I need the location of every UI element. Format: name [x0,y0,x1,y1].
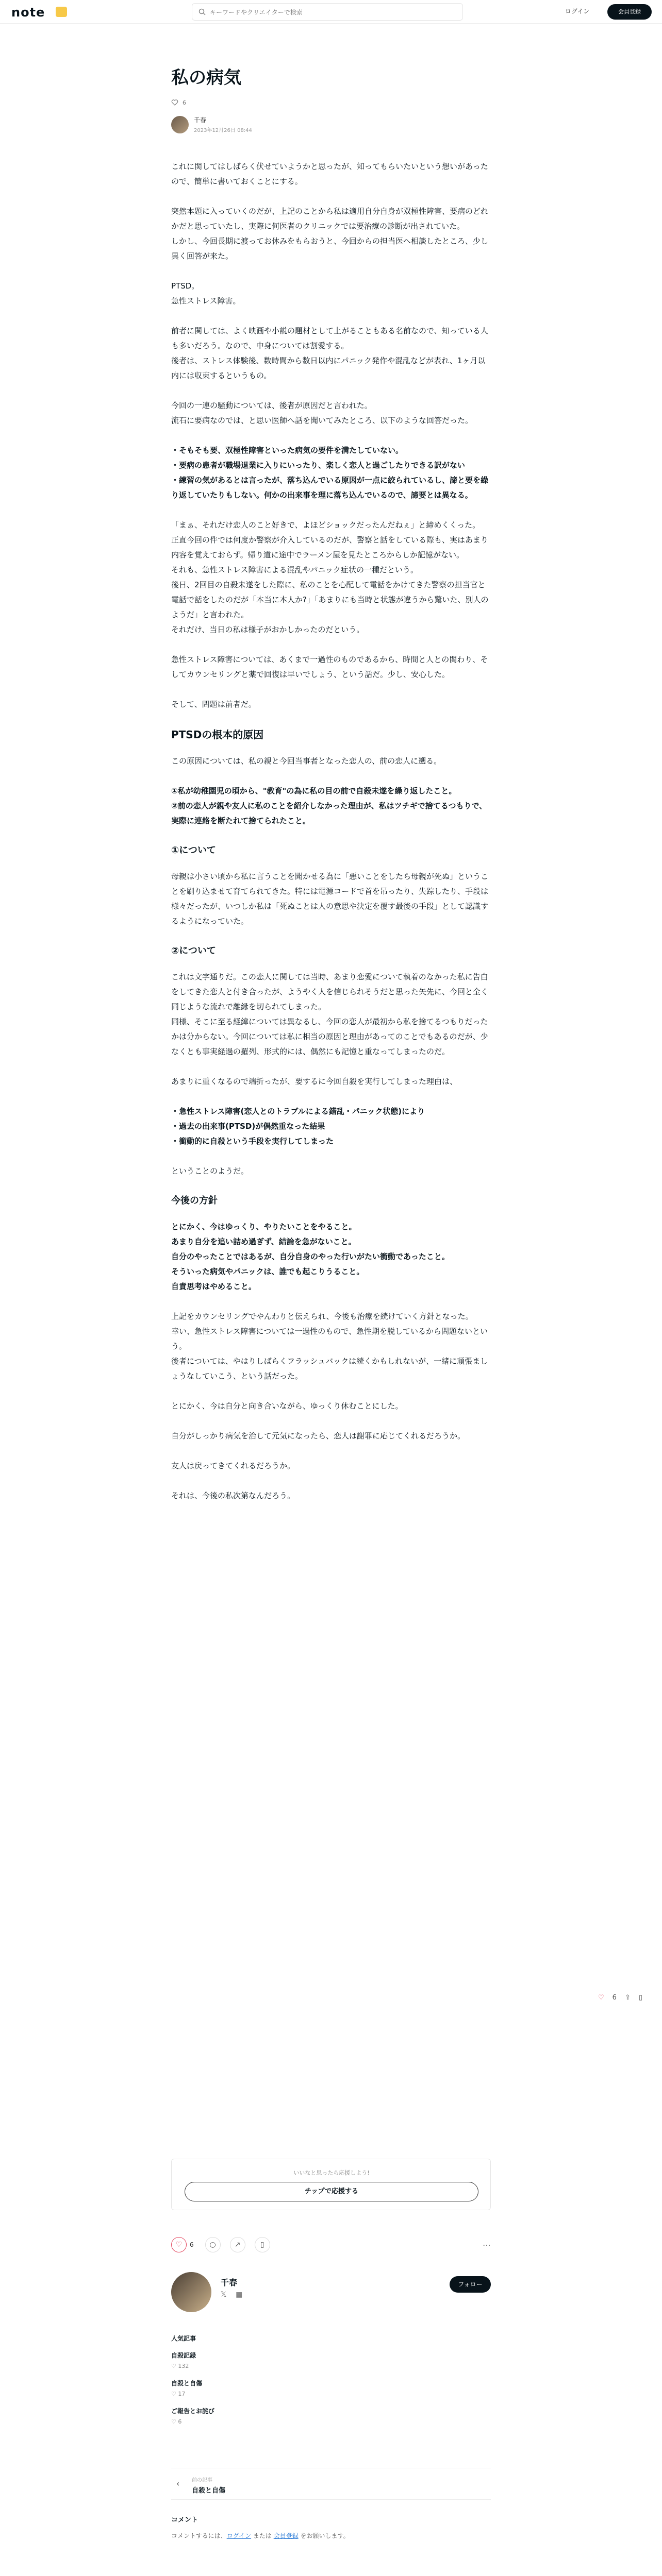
share-button[interactable] [230,2237,245,2252]
creator-name[interactable]: 千春 [221,2278,238,2287]
prev-label: 前の記事 [192,2478,212,2483]
author-name[interactable]: 千春 [194,116,207,124]
tip-text: いいなと思ったら応援しよう! [293,2170,370,2176]
login-link[interactable]: ログイン [565,8,590,15]
article-paragraph: この原因については、私の親と今回当事者となった恋人の、前の恋人に遡る。 [171,756,442,766]
article-title: 私の病気 [171,67,241,88]
article-heading: PTSDの根本的原因 [171,728,264,741]
comment-button[interactable] [205,2237,221,2252]
bookmark-icon[interactable]: ▯ [638,1994,642,2002]
badge-icon[interactable] [56,7,67,17]
comment-pre: コメントするには、 [171,2532,227,2539]
tiles-icon[interactable]: ▦ [236,2291,243,2299]
article-paragraph: 友人は戻ってきてくれるだろうか。 [171,1461,295,1470]
article-paragraph: 自分がしっかり病気を治して元気になったら、恋人は謝罪に応じてくれるだろうか。 [171,1431,466,1440]
bookmark-button[interactable] [255,2237,270,2252]
side-like-count: 6 [612,1994,617,2002]
article-paragraph: 今回の一連の騒動については、後者が原因だと言われた。 流石に要病なのでは、と思い医師へ話を聞いてみたところ、以下のような回答だった。 [171,401,473,425]
comment-signup-link[interactable]: 会員登録 [273,2532,299,2539]
comment-header: コメント [171,2516,198,2524]
article-paragraph: これに関してはしばらく伏せていようかと思ったが、知ってもらいたいという想いがあったので、簡単に書いておくことにする。 [171,162,488,186]
article-paragraph: ・急性ストレス障害(恋人とのトラブルによる錯乱・パニック状態)により ・過去の出来事(PTSD)が偶然重なった結果 ・衝動的に自殺という手段を実行してしまった [171,1107,425,1146]
article-paragraph: 「まぁ、それだけ恋人のこと好きで、よほどショックだったんだねぇ」と締めくくった。 正直今回の件では何度か警察が介入しているのだが、警察と話をしている際も、実はあまり内容を覚えておらず。帰り道に途中でラーメン屋を見たところからしか記憶がない。 それも、急性ストレス障害による混乱やパニック症状の一種だという。 後日、2回目の自殺未遂をした際に、私のことを心配して電話をかけてきた警察の担当官と電話で話をしたのだが「本当に本人か?」「あまりにも当時と状態が違うから驚いた、別人のようだ」と言われた。 それだけ、当日の私は様子がおかしかったのだという。 [171,520,489,634]
article-body [171,159,491,1503]
article-paragraph: PTSD。 急性ストレス障害。 [171,281,241,306]
creator-avatar[interactable] [171,2272,211,2312]
popular-count: 17 [178,2391,186,2397]
popular-likes: ♡ 17 [171,2391,186,2397]
article-paragraph: 上記をカウンセリングでやんわりと伝えられ、今後も治療を続けていく方針となった。 幸い、急性ストレス障害については一過性のもので、急性期を脱しているから問題ないという。 後者については、やはりしばらくフラッシュバックは続くかもしれないが、一緒に頑張ましょうなしていこう、という話だった。 [171,1312,488,1381]
article-paragraph: そして、問題は前者だ。 [171,700,256,709]
follow-button[interactable]: フォロー [450,2276,491,2293]
like-summary [171,99,491,106]
article-paragraph: あまりに重くなるので端折ったが、要するに今回自殺を実行してしまった理由は、 [171,1077,458,1086]
share-icon: ↗ [234,2241,241,2249]
creator-card [171,2272,491,2318]
article-paragraph: とにかく、今はゆっくり、やりたいことをやること。 あまり自分を追い詰め過ぎず、結論を急がないこと。 自分のやったことではあるが、自分自身のやった行いがたい衝動であったこと。 そういった病気やパニックは、誰でも起こりうること。 自責思考はやめること。 [171,1222,450,1291]
tip-button-label: チップで応援する [304,2188,358,2195]
article-paragraph: それは、今後の私次第なんだろう。 [171,1491,295,1500]
prev-title: 自殺と自傷 [192,2487,226,2495]
prev-article-link[interactable] [171,2468,491,2500]
article-heading: 今後の方針 [171,1195,218,1206]
bookmark-icon: ▯ [260,2241,264,2249]
heart-icon[interactable]: ♡ [598,1994,604,2002]
article-paragraph: ということのようだ。 [171,1166,249,1176]
tip-box [171,2159,491,2210]
site-header [0,0,662,24]
comment-post: をお願いします。 [298,2532,350,2539]
comment-mid: または [251,2532,274,2539]
popular-title[interactable]: 自殺記録 [171,2352,196,2359]
share-icon[interactable]: ⇪ [624,1994,631,2002]
note-logo[interactable]: note [11,5,45,20]
popular-title[interactable]: ご報告とお詫び [171,2408,215,2415]
author-row [171,115,491,133]
x-icon[interactable]: 𝕏 [221,2291,227,2299]
article-heading: ①について [171,845,216,856]
search-box[interactable] [192,3,463,21]
popular-header: 人気記事 [171,2335,196,2342]
article-paragraph: とにかく、今は自分と向き合いながら、ゆっくり休むことにした。 [171,1401,403,1411]
floating-actions [598,1994,651,2002]
popular-title[interactable]: 自殺と自傷 [171,2380,203,2387]
article-heading: ②について [171,945,216,956]
comment-prompt [171,2531,491,2540]
action-bar [171,2236,491,2253]
popular-likes: ♡ 6 [171,2418,182,2425]
avatar[interactable] [171,116,189,133]
article-paragraph: 急性ストレス障害については、あくまで一過性のものであるから、時間と人との関わり、そしてカウンセリングと薬で回復は早いでしょう、という話だ。少し、安心した。 [171,655,488,679]
signup-button[interactable]: 会員登録 [607,4,652,20]
heart-icon[interactable] [171,99,178,106]
creator-social-icons [221,2291,242,2299]
popular-articles [171,2334,491,2434]
article-paragraph: これは文字通りだ。この恋人に関しては当時、あまり恋愛について執着のなかった私に告白をしてきた恋人と付き合ったが、ようやく人を信じられそうだと思った矢先に、今回と全く同じような流れで離縁を切られてしまった。 同様、そこに至る経緯については異なるし、今回の恋人が最初から私を捨てるつもりだったかは分からない。今回については私に相当の原因と理由があってのことでもあるのだが、少なくとも事実経過の羅列、形式的には、偶然にも記憶と重なってしまったのだ。 [171,972,489,1056]
article-paragraph: 母親は小さい頃から私に言うことを聞かせる為に「悪いことをしたら母親が死ぬ」ということを刷り込ませて育てられてきた。特には電源コードで首を吊ったり、失踪したり、手段は様々だったが、いつしか私は「死ぬことは人の意思や決定を覆す最後の手段」として認識するようになっていた。 [171,872,489,926]
like-count: 6 [190,2241,194,2248]
article-paragraph: 突然本題に入っていくのだが、上記のことから私は適用自分自身が双極性障害、要病のどれかだと思っていたし、実際に何医者のクリニックでは要治療の診断が出されていた。 しかし、今回長期に渡ってお休みをもらおうと、今回からの担当医へ相談したところ、少し異く回答が来た。 [171,207,489,261]
like-count: 6 [183,99,186,106]
chevron-left-icon: ‹ [176,2479,180,2488]
popular-likes: ♡ 132 [171,2363,189,2369]
like-button[interactable] [171,2237,187,2252]
search-icon [198,8,206,15]
tip-button[interactable] [185,2182,478,2201]
popular-count: 132 [178,2363,189,2369]
comment-section [171,2514,491,2540]
article-paragraph: ①私が幼稚園児の頃から、"教育"の為に私の目の前で自殺未遂を繰り返したこと。 ②前の恋人が親や友人に私のことを紹介しなかった理由が、私はツチギで捨てるつもりで、実際に連絡を断たれて捨てられたこと。 [171,786,487,825]
more-icon[interactable]: ⋯ [483,2240,491,2250]
heart-icon: ♡ [175,2241,183,2249]
search-input[interactable] [210,7,452,18]
popular-count: 6 [178,2418,182,2425]
comment-icon: ○ [209,2241,216,2249]
post-date: 2023年12月26日 08:44 [194,128,252,133]
article [171,66,491,1518]
article-paragraph: ・そもそも要、双極性障害といった病気の要件を満たしていない。 ・要病の患者が職場退業に入りにいったり、楽しく恋人と過ごしたりできる訳がない ・練習の気があるとは言ったが、落ち込んでいる原因が一点に絞られているし、諦と要を繰り返していたりもしない。何かの出来事を理に落ち込んでいるので、諦要とは異なる。 [171,446,489,500]
comment-login-link[interactable]: ログイン [226,2532,252,2539]
article-paragraph: 前者に関しては、よく映画や小説の題材として上がることもある名前なので、知っている人も多いだろう。なので、中身については割愛する。 後者は、ストレス体験後、数時間から数日以内にパニック発作や混乱などが表れ、1ヶ月以内には収束するというもの。 [171,326,488,380]
